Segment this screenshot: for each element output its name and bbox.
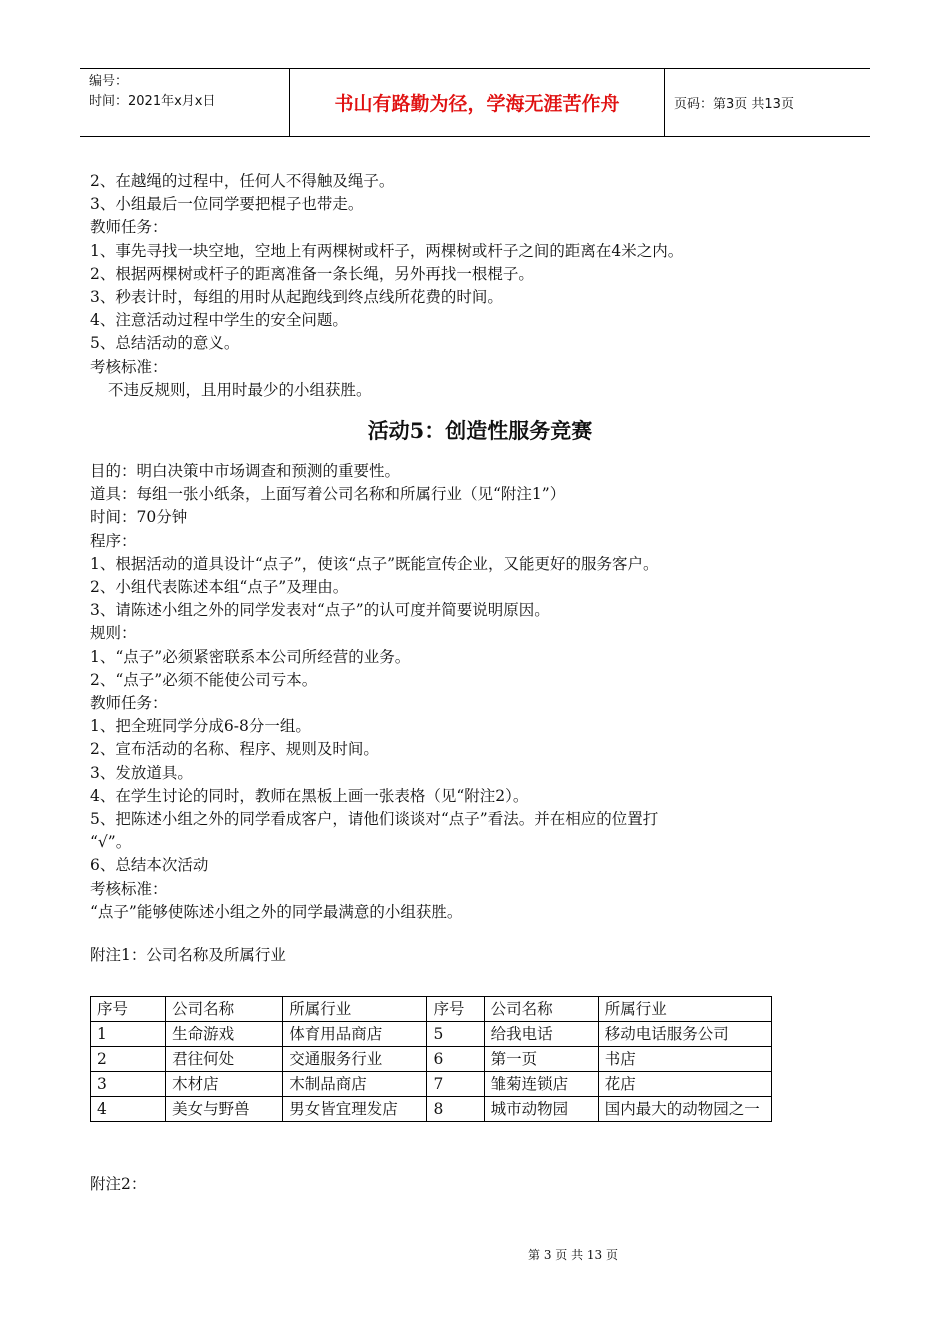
text-line: 1、事先寻找一块空地，空地上有两棵树或杆子，两棵树或杆子之间的距离在4米之内。 — [90, 241, 684, 260]
page-header — [80, 68, 870, 137]
text-line: 3、秒表计时，每组的用时从起跑线到终点线所花费的时间。 — [90, 288, 503, 307]
header-cell: 公司名称 — [484, 997, 598, 1022]
table-cell: 君往何处 — [166, 1047, 283, 1072]
table-cell: 城市动物园 — [484, 1097, 598, 1122]
page-footer — [0, 1246, 950, 1263]
text-line: 教师任务： — [90, 218, 168, 237]
header-motto: 书山有路勤为径，学海无涯苦作舟 — [290, 69, 665, 136]
text-line: 2、根据两棵树或杆子的距离准备一条长绳，另外再找一根棍子。 — [90, 264, 534, 283]
text-line: 考核标准： — [90, 879, 168, 898]
text-line: 考核标准： — [90, 357, 168, 376]
table-cell: 移动电话服务公司 — [598, 1022, 771, 1047]
header-cell: 序号 — [91, 997, 166, 1022]
table-row — [91, 1047, 772, 1072]
text-line: 1、“点子”必须紧密联系本公司所经营的业务。 — [90, 647, 411, 666]
table-cell: 5 — [427, 1022, 484, 1047]
table-cell: 交通服务行业 — [283, 1047, 427, 1072]
company-table — [90, 996, 772, 1122]
text-line: 时间：70分钟 — [90, 508, 188, 527]
text-line: 目的：明白决策中市场调查和预测的重要性。 — [90, 462, 401, 481]
text-line: 规则： — [90, 624, 137, 643]
note2-title: 附注2： — [90, 1175, 147, 1193]
header-cell: 序号 — [427, 997, 484, 1022]
text-line: 3、发放道具。 — [90, 763, 193, 782]
table-cell: 书店 — [598, 1047, 771, 1072]
table-header-row — [91, 997, 772, 1022]
number-label: 编号： — [89, 74, 129, 89]
text-line: 程序： — [90, 531, 137, 550]
text-line: 道具：每组一张小纸条，上面写着公司名称和所属行业（见“附注1”） — [90, 485, 566, 504]
header-cell: 所属行业 — [283, 997, 427, 1022]
activity-title: 活动5：创造性服务竞赛 — [367, 418, 593, 444]
header-cell: 公司名称 — [166, 997, 283, 1022]
text-line: 教师任务： — [90, 694, 168, 713]
table-cell: 男女皆宜理发店 — [283, 1097, 427, 1122]
table-row — [91, 1022, 772, 1047]
table-cell: 4 — [91, 1097, 166, 1122]
document-body — [90, 170, 870, 967]
note1-title: 附注1：公司名称及所属行业 — [90, 946, 286, 965]
table-cell: 木材店 — [166, 1072, 283, 1097]
footer-page-number: 第 3 页 共 13 页 — [528, 1248, 618, 1262]
table-cell: 3 — [91, 1072, 166, 1097]
header-meta — [80, 69, 290, 136]
text-line: “√”。 — [90, 833, 132, 852]
text-line: 2、小组代表陈述本组“点子”及理由。 — [90, 578, 349, 597]
table-cell: 美女与野兽 — [166, 1097, 283, 1122]
table-cell: 6 — [427, 1047, 484, 1072]
table-cell: 雏菊连锁店 — [484, 1072, 598, 1097]
text-line: 3、请陈述小组之外的同学发表对“点子”的认可度并简要说明原因。 — [90, 601, 550, 620]
text-line: 4、注意活动过程中学生的安全问题。 — [90, 311, 348, 330]
table-row — [91, 1072, 772, 1097]
table-cell: 花店 — [598, 1072, 771, 1097]
header-cell: 所属行业 — [598, 997, 771, 1022]
text-line: 1、根据活动的道具设计“点子”，使该“点子”既能宣传企业，又能更好的服务客户。 — [90, 554, 659, 573]
table-row — [91, 1097, 772, 1122]
text-line: 不违反规则，且用时最少的小组获胜。 — [108, 380, 372, 399]
text-line: 5、把陈述小组之外的同学看成客户，请他们谈谈对“点子”看法。并在相应的位置打 — [90, 810, 659, 829]
table-cell: 8 — [427, 1097, 484, 1122]
text-line: “点子”能够使陈述小组之外的同学最满意的小组获胜。 — [90, 902, 463, 921]
text-line: 5、总结活动的意义。 — [90, 334, 240, 353]
text-line: 6、总结本次活动 — [90, 856, 209, 875]
table-cell: 1 — [91, 1022, 166, 1047]
text-line: 4、在学生讨论的同时，教师在黑板上画一张表格（见“附注2）。 — [90, 786, 529, 805]
text-line: 1、把全班同学分成6-8分一组。 — [90, 717, 311, 736]
table-cell: 体育用品商店 — [283, 1022, 427, 1047]
header-page-info: 页码：第3页 共13页 — [674, 97, 794, 112]
table-cell: 7 — [427, 1072, 484, 1097]
date-label: 时间：2021年x月x日 — [89, 94, 216, 109]
table-cell: 第一页 — [484, 1047, 598, 1072]
table-cell: 给我电话 — [484, 1022, 598, 1047]
text-line: 3、小组最后一位同学要把棍子也带走。 — [90, 195, 364, 214]
table-cell: 木制品商店 — [283, 1072, 427, 1097]
table-cell: 国内最大的动物园之一 — [598, 1097, 771, 1122]
text-line: 2、宣布活动的名称、程序、规则及时间。 — [90, 740, 379, 759]
table-cell: 生命游戏 — [166, 1022, 283, 1047]
table-cell: 2 — [91, 1047, 166, 1072]
text-line: 2、“点子”必须不能使公司亏本。 — [90, 670, 318, 689]
text-line: 2、在越绳的过程中，任何人不得触及绳子。 — [90, 172, 395, 190]
